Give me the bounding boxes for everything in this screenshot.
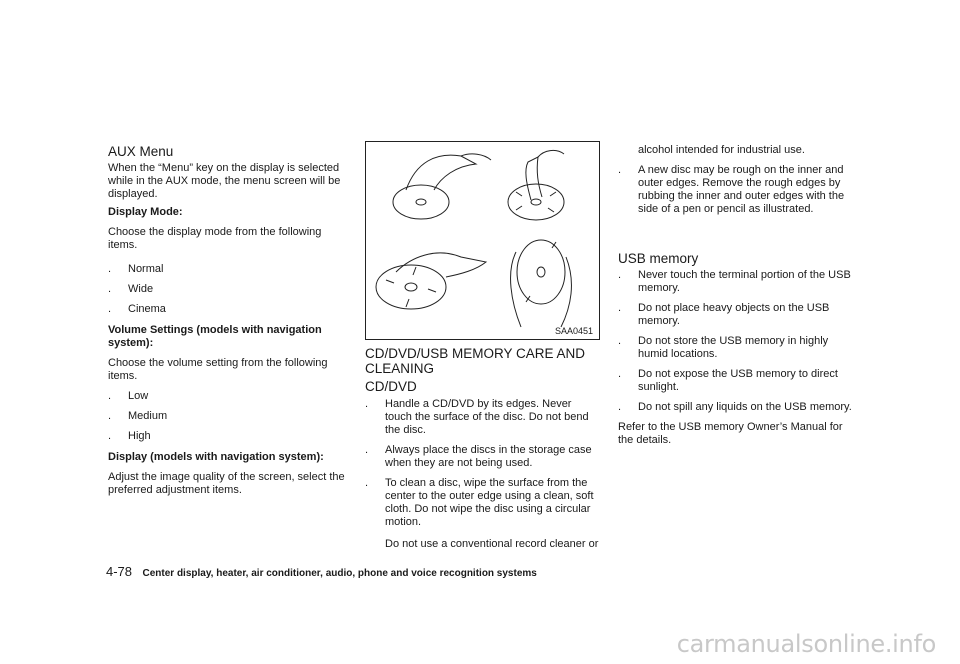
cd-note: Do not use a conventional record cleaner or (385, 538, 599, 550)
list-item: . Normal (108, 263, 164, 275)
chapter-title: Center display, heater, air conditioner, audio, phone and voice recognition systems (142, 568, 537, 579)
list-item: . Medium (108, 410, 168, 422)
disc-icon (376, 265, 446, 309)
list-item: . Do not store the USB memory in highly humid locations. (618, 335, 829, 360)
disc-illustration-graphic (366, 142, 599, 339)
display-mode-heading: Display Mode: (108, 206, 183, 218)
volume-text: Choose the volume setting from the following items. (108, 357, 328, 382)
list-item: . Do not spill any liquids on the USB memory. (618, 401, 852, 413)
care-section-title: CD/DVD/USB MEMORY CARE AND CLEANING (365, 346, 586, 376)
continued-text: alcohol intended for industrial use. (638, 144, 805, 156)
watermark: carmanualsonline.info (676, 630, 936, 658)
list-item: . High (108, 430, 151, 442)
display-heading: Display (models with navigation system): (108, 451, 324, 463)
list-item: . A new disc may be rough on the inner and outer edges. Remove the rough edges by rubbing the inner and outer edges with the side of a pen or pencil as illustrated. (618, 164, 845, 215)
page-footer (106, 563, 537, 581)
display-text: Adjust the image quality of the screen, select the preferred adjustment items. (108, 471, 345, 496)
list-item: . Low (108, 390, 149, 402)
list-item: . Always place the discs in the storage case when they are not being used. (365, 444, 592, 469)
disc-icon (508, 184, 564, 220)
figure-code: SAA0451 (554, 326, 593, 336)
list-item: . To clean a disc, wipe the surface from the center to the outer edge using a clean, soft cloth. Do not wipe the disc using a circular motion. (365, 477, 594, 528)
disc-icon (517, 240, 565, 304)
volume-heading: Volume Settings (models with navigation system): (108, 324, 322, 349)
aux-menu-title: AUX Menu (108, 144, 174, 159)
list-item: . Do not place heavy objects on the USB memory. (618, 302, 830, 327)
aux-intro: When the “Menu” key on the display is selected while in the AUX mode, the menu screen will be displayed. (108, 162, 341, 200)
list-item: . Do not expose the USB memory to direct sunlight. (618, 368, 838, 393)
list-item: . Never touch the terminal portion of the USB memory. (618, 269, 851, 294)
list-item: . Cinema (108, 303, 166, 315)
display-mode-text: Choose the display mode from the following items. (108, 226, 322, 251)
list-item: . Handle a CD/DVD by its edges. Never touch the surface of the disc. Do not bend the disc. (365, 398, 589, 436)
page-number: 4-78 (106, 564, 133, 579)
closing-text: Refer to the USB memory Owner’s Manual for the details. (618, 421, 843, 446)
usb-memory-heading: USB memory (618, 251, 699, 266)
list-item: . Wide (108, 283, 154, 295)
disc-handling-illustration (365, 141, 600, 340)
cd-dvd-heading: CD/DVD (365, 379, 417, 394)
disc-icon (393, 185, 449, 219)
